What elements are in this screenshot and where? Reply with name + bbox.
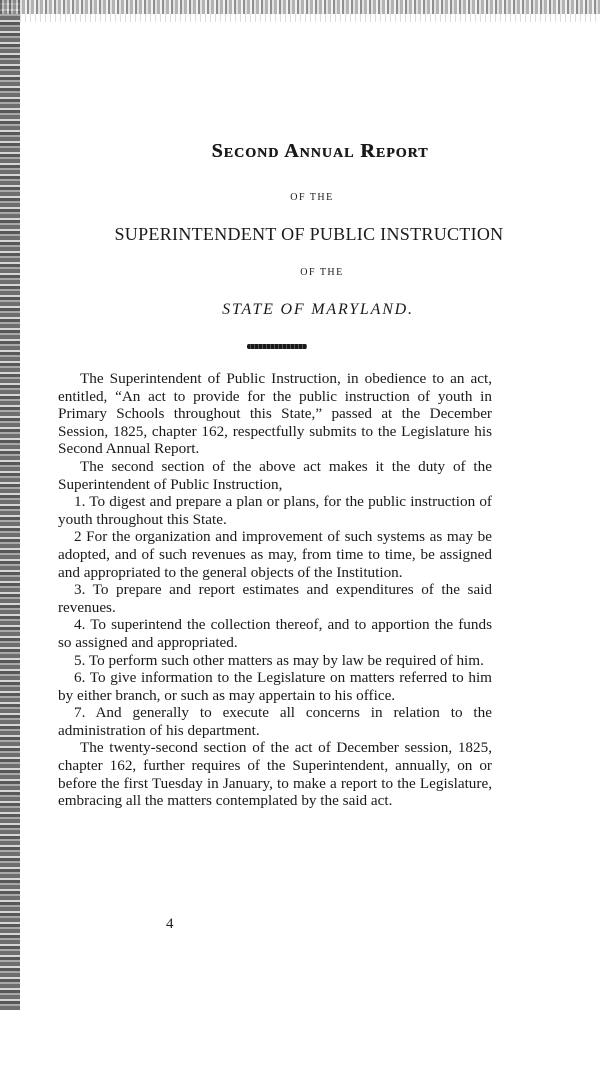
of-the-caption-2: OF THE [300, 267, 344, 278]
of-the-caption-1: OF THE [290, 192, 334, 203]
duty-item-4: 4. To superintend the collection thereof, and to apportion the funds so assigned and appropriated. [58, 616, 492, 651]
duty-item-1: 1. To digest and prepare a plan or plans, for the public instruction of youth throughout this State. [58, 493, 492, 528]
state-name: STATE OF MARYLAND. [222, 301, 414, 318]
paragraph-section-twenty-two: The twenty-second section of the act of December session, 1825, chapter 162, further requires of the Superintendent, annually, on or before the first Tuesday in January, to make a report to the Legislature, embracing all the matters contemplated by the said act. [58, 739, 492, 810]
scan-edge-top-noise [20, 14, 600, 22]
report-subtitle: SUPERINTENDENT OF PUBLIC INSTRUCTION [114, 224, 504, 244]
duty-item-3: 3. To prepare and report estimates and expenditures of the said revenues. [58, 581, 492, 616]
page-number: 4 [166, 916, 174, 932]
duty-item-7: 7. And generally to execute all concerns in relation to the administration of his department. [58, 704, 492, 739]
duty-item-6: 6. To give information to the Legislature on matters referred to him by either branch, or such as may appertain to his office. [58, 669, 492, 704]
ornamental-rule [247, 344, 307, 349]
scan-edge-top [0, 0, 600, 14]
duty-item-5: 5. To perform such other matters as may by law be required of him. [74, 651, 484, 669]
paragraph-intro: The Superintendent of Public Instruction, in obedience to an act, entitled, “An act to provide for the public instruction of youth in Primary Schools throughout this State,” passed at the December Session, 1825, chapter 162, respectfully submits to the Legislature his Second Annual Report. [58, 370, 492, 458]
paragraph-section-two: The second section of the above act makes it the duty of the Superintendent of Public Instruction, [58, 457, 492, 493]
duty-item-2: 2 For the organization and improvement of such systems as may be adopted, and of such revenues as may, from time to time, be assigned and appropriated to the general objects of the Institution. [58, 528, 492, 581]
report-title: Second Annual Report [211, 140, 429, 162]
report-body [58, 370, 492, 810]
